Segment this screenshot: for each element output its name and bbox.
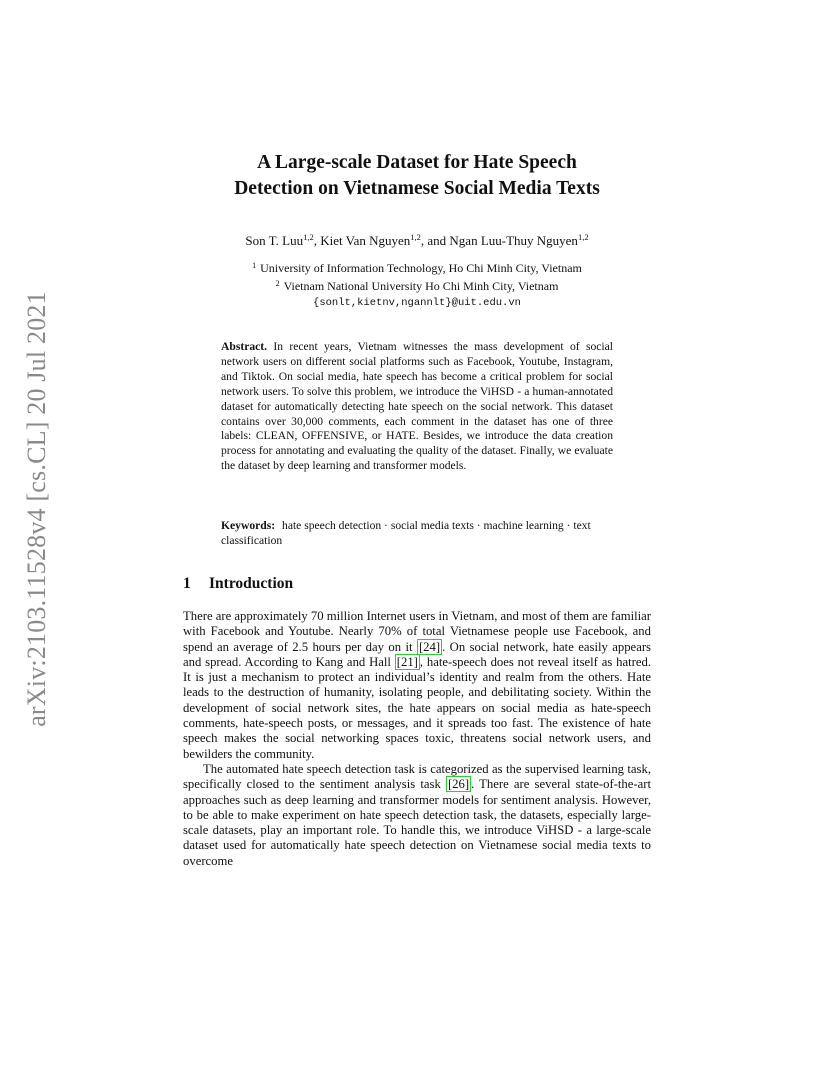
author-email [150, 294, 684, 311]
author-name: Son T. Luu [245, 233, 304, 248]
affiliation-line [150, 276, 684, 294]
author-affiliation-mark: 1,2 [410, 232, 421, 242]
section-number: 1 [183, 575, 191, 592]
affiliations [150, 258, 684, 311]
citation-link[interactable]: [21] [396, 654, 418, 669]
paragraph-text: The automated hate speech detection task is categorized as the supervised learning task, specifically closed to the sentiment analysis task [183, 761, 651, 792]
keywords [221, 518, 613, 548]
author-list [150, 228, 684, 250]
paragraph [183, 762, 651, 869]
author-affiliation-mark: 1,2 [303, 232, 314, 242]
arxiv-identifier-text: arXiv:2103.11528v4 [cs.CL] 20 Jul 2021 [22, 290, 52, 727]
section-heading [183, 575, 293, 593]
paper-title [150, 150, 684, 202]
paragraph-text: . On social network, hate easily appears and spread. According to Kang and Hall [183, 639, 651, 669]
paper-title-line-2: Detection on Vietnamese Social Media Texts [234, 178, 600, 199]
arxiv-identifier [17, 262, 57, 755]
affiliation-text: University of Information Technology, Ho Chi Minh City, Vietnam [260, 261, 582, 275]
paragraph-text: , hate-speech does not reveal itself as hatred. It is just a mechanism to protect an individual’s identity and realm from the others. Hate leads to the destruction of humanity, isolating people, and debilitating society. Within the development of social network sites, the hate appears on social media as hate-speech comments, hate-speech posts, or messages, and it spreads too fast. The existence of hate speech makes the social networking spaces toxic, threatens social network users, and bewilders the community. [183, 654, 651, 761]
abstract-text: In recent years, Vietnam witnesses the mass development of social network users on different social platforms such as Facebook, Youtube, Instagram, and Tiktok. On social media, hate speech has become a critical problem for social network users. To solve this problem, we introduce the ViHSD - a human-annotated dataset for automatically detecting hate speech on the social network. This dataset contains over 30,000 comments, each comment in the dataset has one of three labels: CLEAN, OFFENSIVE, or HATE. Besides, we introduce the data creation process for annotating and evaluating the quality of the dataset. Finally, we evaluate the dataset by deep learning and transformer models. [221, 340, 613, 473]
section-body [183, 609, 651, 869]
abstract-label: Abstract. [221, 340, 268, 353]
author-separator: , and [420, 233, 450, 248]
author-email-text: {sonlt,kietnv,ngannlt}@uit.edu.vn [313, 297, 521, 309]
author-separator: , [313, 233, 321, 248]
affiliation-text: Vietnam National University Ho Chi Minh City, Vietnam [283, 279, 559, 293]
keywords-label: Keywords: [221, 519, 276, 532]
citation-link[interactable]: [26] [447, 777, 470, 792]
abstract [221, 340, 613, 474]
author-affiliation-mark: 1,2 [577, 232, 589, 242]
paragraph-text: . There are several state-of-the-art approaches such as deep learning and transformer models for sentiment analysis. However, to be able to make experiment on hate speech detection task, the datasets, especially large-scale datasets, play an important role. To handle this, we introduce ViHSD - a large-scale dataset used for automatically hate speech detection on Vietnamese social media texts to overcome [183, 777, 652, 868]
affiliation-mark: 1 [252, 261, 257, 270]
citation-link[interactable]: [24] [418, 639, 441, 654]
paragraph-text: There are approximately 70 million Internet users in Vietnam, and most of them are familiar with Facebook and Youtube. Nearly 70% of total Vietnamese people use Facebook, and spend an average of 2.5 hours per day on it [183, 609, 651, 654]
author-name: Kiet Van Nguyen [320, 233, 411, 248]
paper-title-line-1: A Large-scale Dataset for Hate Speech [257, 152, 577, 173]
affiliation-line [150, 258, 684, 276]
keywords-text: hate speech detection · social media texts · machine learning · text classification [221, 519, 591, 547]
affiliation-mark: 2 [275, 279, 280, 288]
section-title: Introduction [209, 575, 294, 592]
author-name: Ngan Luu-Thuy Nguyen [449, 233, 578, 248]
paragraph [183, 609, 651, 762]
